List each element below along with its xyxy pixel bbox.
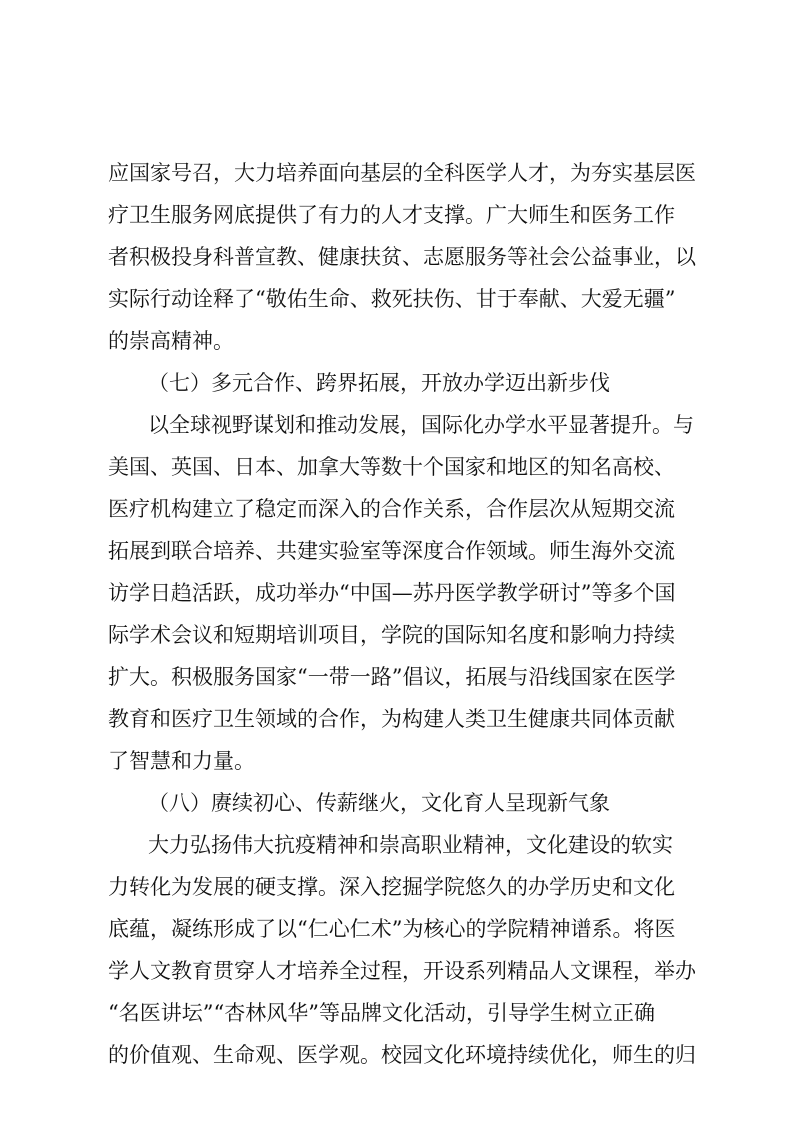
body-text-line: 扩大。积极服务国家“一带一路”倡议，拓展与沿线国家在医学: [108, 665, 676, 689]
body-text-line: 学人文教育贯穿人才培养全过程，开设系列精品人文课程，举办: [108, 959, 696, 983]
body-text-line: 的崇高精神。: [108, 329, 234, 353]
body-text-line: 底蕴，凝练形成了以“仁心仁术”为核心的学院精神谱系。将医: [108, 917, 676, 941]
body-text-line: 拓展到联合培养、共建实验室等深度合作领域。师生海外交流: [108, 539, 675, 563]
body-text-line: 教育和医疗卫生领域的合作，为构建人类卫生健康共同体贡献: [108, 707, 675, 731]
body-text-line: 实际行动诠释了“敬佑生命、救死扶伤、甘于奉献、大爱无疆”: [108, 287, 676, 311]
body-text-line: 大力弘扬伟大抗疫精神和崇高职业精神，文化建设的软实: [148, 833, 673, 857]
body-text-line: 力转化为发展的硬支撑。深入挖掘学院悠久的办学历史和文化: [108, 875, 675, 899]
body-text-line: 者积极投身科普宣教、健康扶贫、志愿服务等社会公益事业，以: [108, 245, 696, 269]
body-text-line: 医疗机构建立了稳定而深入的合作关系，合作层次从短期交流: [108, 497, 675, 521]
section-heading-7: （七）多元合作、跨界拓展，开放办学迈出新步伐: [148, 371, 610, 395]
body-text-line: 以全球视野谋划和推动发展，国际化办学水平显著提升。与: [148, 413, 694, 437]
body-text-line: 的价值观、生命观、医学观。校园文化环境持续优化，师生的归: [108, 1043, 696, 1067]
body-text-line: 了智慧和力量。: [108, 749, 255, 773]
body-text-line: 美国、英国、日本、加拿大等数十个国家和地区的知名高校、: [108, 455, 675, 479]
body-text-line: 访学日趋活跃，成功举办“中国—苏丹医学教学研讨”等多个国: [108, 581, 676, 605]
section-heading-8: （八）赓续初心、传薪继火，文化育人呈现新气象: [148, 791, 610, 815]
body-text-line: 际学术会议和短期培训项目，学院的国际知名度和影响力持续: [108, 623, 675, 647]
body-text-line: 应国家号召，大力培养面向基层的全科医学人才，为夯实基层医: [108, 161, 696, 185]
body-text-line: “名医讲坛”“杏林风华”等品牌文化活动，引导学生树立正确: [108, 1001, 655, 1025]
body-text-line: 疗卫生服务网底提供了有力的人才支撑。广大师生和医务工作: [108, 203, 675, 227]
